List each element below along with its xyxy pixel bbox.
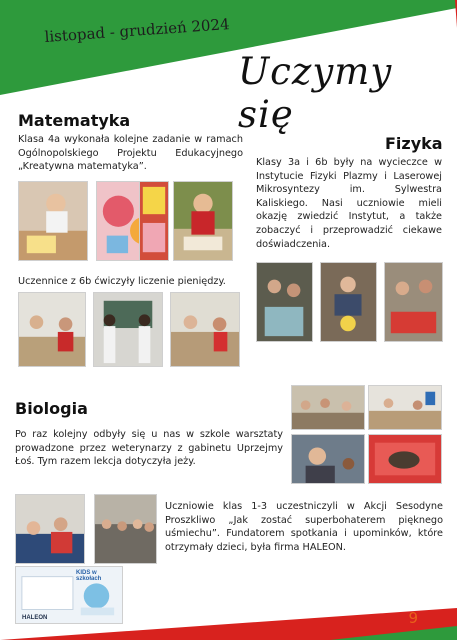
physics-heading: Fizyka (385, 134, 443, 153)
sesodyne-photo-2 (94, 494, 157, 564)
biology-photo-1 (291, 385, 365, 430)
biology-photo-2 (368, 385, 442, 430)
math-heading: Matematyka (18, 111, 131, 130)
math-photo-4 (173, 181, 233, 261)
math-photo-1 (18, 181, 88, 261)
math-photo-3 (139, 181, 169, 261)
poster-footer: HALEON (22, 615, 48, 621)
biology-photo-4 (368, 434, 442, 484)
physics-photo-3 (384, 262, 443, 342)
page-number: 9 (408, 609, 418, 627)
poster-title: KIDS w szkołach (76, 570, 102, 582)
math-caption: Uczennice z 6b ćwiczyły liczenie pieniędzy. (18, 276, 226, 287)
money-photo-1 (18, 292, 86, 367)
sesodyne-text: Uczniowie klas 1-3 uczestniczyli w Akcji Sesodyne Proszkliwo „Jak zostać superbohaterem pięknego uśmiechu”. Fundatorem spotkania i upominków, które otrzymały dzieci, była firma HALEON. (165, 501, 443, 553)
physics-text: Klasy 3a i 6b były na wycieczce w Instytucie Fizyki Plazmy i Laserowej Mikrosyntezy im. Sylwestra Kaliskiego. Nasi uczniowie mieli okazję zwiedzić Instytut, a także zobaczyć i przeprowadzić ciekawe doświadczenia. (256, 157, 442, 250)
sesodyne-photo-1 (15, 494, 85, 564)
math-text: Klasa 4a wykonała kolejne zadanie w ramach Ogólnopolskiego Projektu Edukacyjnego „Kreatywna matematyka”. (18, 134, 243, 173)
page-headline: Uczymy się (238, 50, 393, 136)
biology-photo-3 (291, 434, 365, 484)
money-photo-2 (93, 292, 163, 367)
money-photo-3 (170, 292, 240, 367)
physics-photo-1 (256, 262, 313, 342)
biology-text: Po raz kolejny odbyły się u nas w szkole warsztaty prowadzone przez weterynarzy z gabinetu Uprzejmy Łoś. Tym razem lekcja dotyczyła jeży. (15, 429, 283, 468)
biology-heading: Biologia (15, 399, 88, 418)
physics-photo-2 (320, 262, 377, 342)
issue-dates: listopad - grudzień 2024 (44, 15, 231, 46)
sesodyne-poster (15, 566, 123, 624)
